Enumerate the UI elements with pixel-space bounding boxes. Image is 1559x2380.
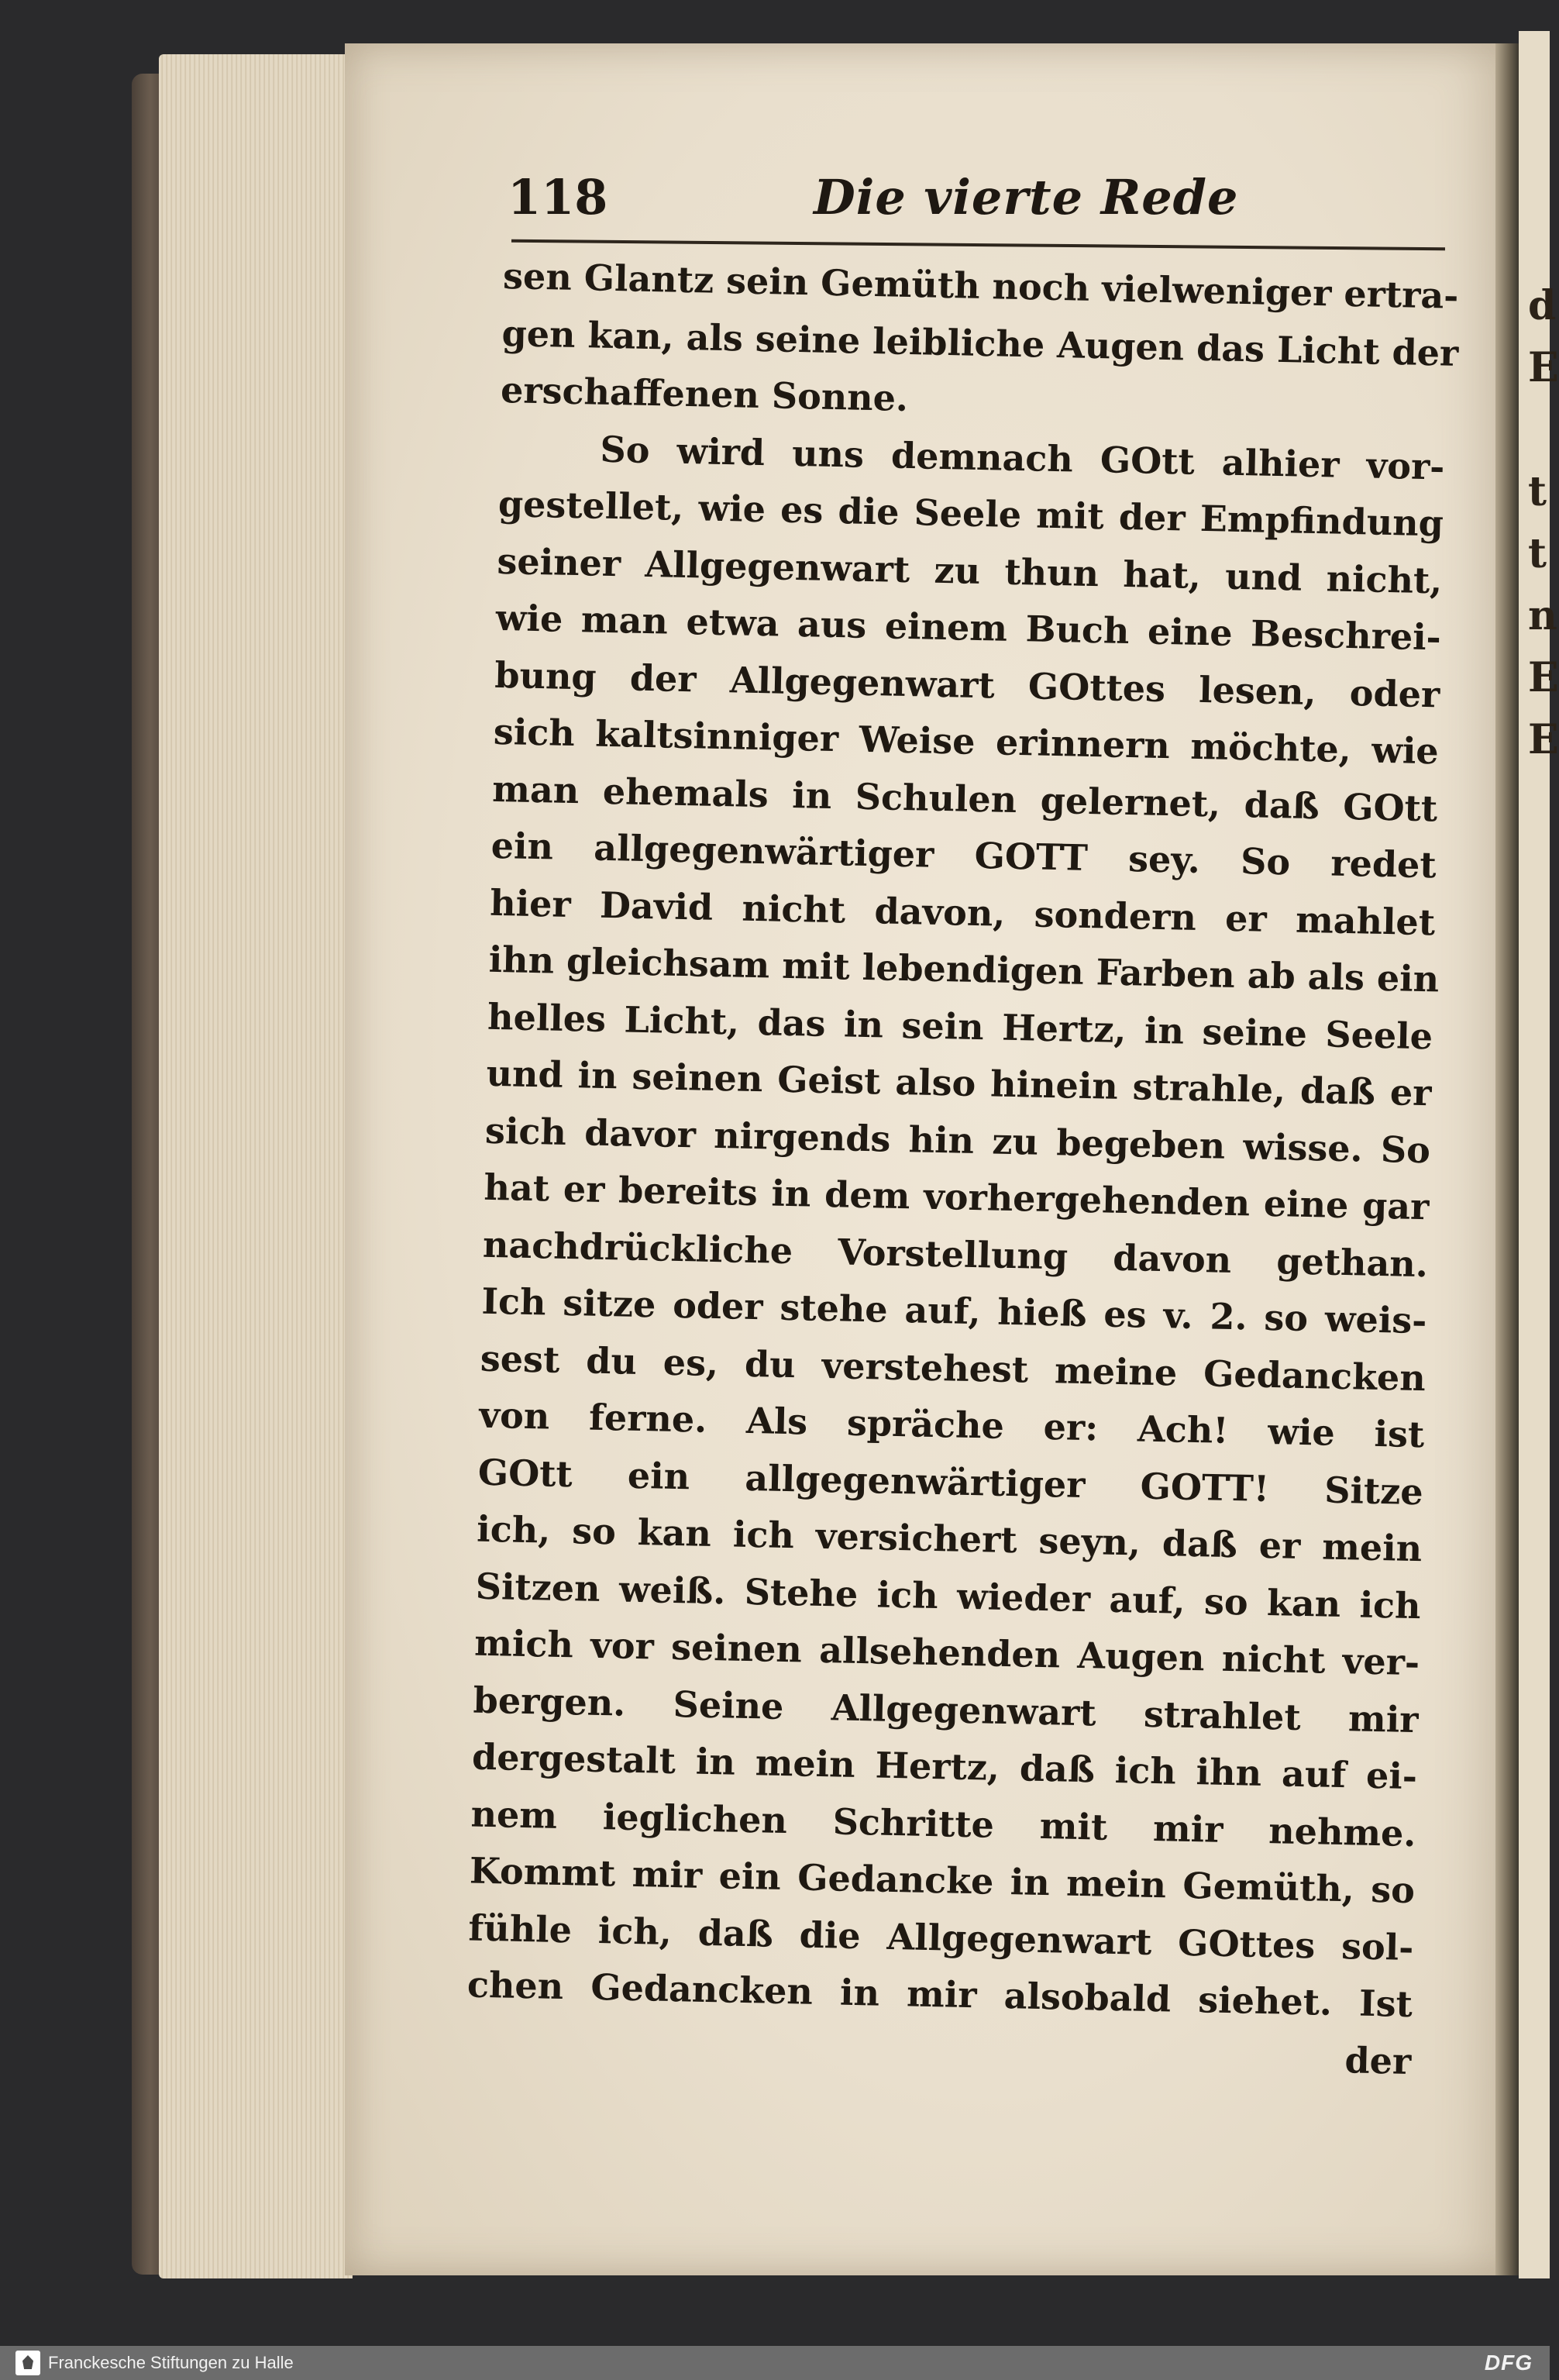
text-line: mich vor seinen allsehenden Augen nicht ver-	[473, 1621, 1420, 1684]
text-line: man ehemals in Schulen gelernet, daß GOtt	[491, 767, 1438, 829]
text-line: So wird uns demnach GOtt alhier vor-	[600, 428, 1445, 487]
text-line: von ferne. Als spräche er: Ach! wie ist	[478, 1393, 1425, 1456]
text-line: ihn gleichsam mit lebendigen Farben ab als ein	[488, 938, 1440, 1001]
text-line: wie man etwa aus einem Buch eine Beschrei-	[495, 596, 1442, 659]
page-edges	[159, 54, 353, 2278]
text-line: und in seinen Geist also hinein strahle, daß er	[486, 1052, 1432, 1114]
text-line: hier David nicht davon, sondern er mahlet	[489, 881, 1436, 943]
text-line: GOtt ein allgegenwärtiger GOTT! Sitze	[477, 1451, 1424, 1513]
text-line: bergen. Seine Allgegenwart strahlet mir	[473, 1679, 1420, 1741]
facing-page-text: d E t t n E E	[1528, 282, 1559, 763]
text-line: helles Licht, das in sein Hertz, in seine Seele	[487, 995, 1433, 1057]
text-line: hat er bereits in dem vorhergehenden eine gar	[484, 1166, 1430, 1228]
text-line: gestellet, wie es die Seele mit der Empfindung	[497, 482, 1444, 545]
text-line: sen Glantz sein Gemüth noch vielweniger ertra-	[502, 254, 1459, 317]
text-line: ein allgegenwärtiger GOTT sey. So redet	[490, 824, 1437, 887]
text-line: nem ieglichen Schritte mit mir nehme.	[470, 1793, 1416, 1855]
text-line: sich kaltsinniger Weise erinnern möchte, wie	[493, 710, 1440, 773]
text-line: Kommt mir ein Gedancke in mein Gemüth, so	[469, 1849, 1416, 1912]
text-line: Sitzen weiß. Stehe ich wieder auf, so kan ich	[475, 1565, 1422, 1627]
body-text	[466, 248, 1459, 2090]
catchword: der	[1344, 2038, 1412, 2082]
text-line: dergestalt in mein Hertz, daß ich ihn auf ei-	[471, 1735, 1418, 1798]
running-title: Die vierte Rede	[814, 169, 1239, 226]
text-line: sest du es, du verstehest meine Gedancken	[480, 1337, 1427, 1399]
text-line: chen Gedancken in mir alsobald siehet. Ist	[466, 1963, 1413, 2026]
page-number: 118	[508, 169, 608, 226]
page-header	[508, 169, 1445, 231]
text-line: seiner Allgegenwart zu thun hat, und nicht,	[496, 539, 1443, 601]
text-line: sich davor nirgends hin zu begeben wisse. So	[484, 1109, 1431, 1171]
text-line: gen kan, als seine leibliche Augen das Licht der	[501, 312, 1459, 374]
viewer-footer	[0, 2346, 1550, 2380]
dfg-badge: DFG	[1484, 2351, 1533, 2375]
text-line: erschaffenen Sonne.	[500, 368, 909, 419]
institution-name: Franckesche Stiftungen zu Halle	[48, 2353, 294, 2372]
text-line: nachdrückliche Vorstellung davon gethan.	[482, 1223, 1429, 1285]
book-gutter	[1495, 43, 1519, 2275]
text-line: Ich sitze oder stehe auf, hieß es v. 2. so weis-	[480, 1280, 1427, 1342]
text-line: ich, so kan ich versichert seyn, daß er mein	[476, 1507, 1423, 1570]
institution-logo-icon	[15, 2351, 40, 2375]
text-line: bung der Allgegenwart GOttes lesen, oder	[494, 653, 1440, 715]
text-line: fühle ich, daß die Allgegenwart GOttes sol-	[468, 1906, 1414, 1968]
